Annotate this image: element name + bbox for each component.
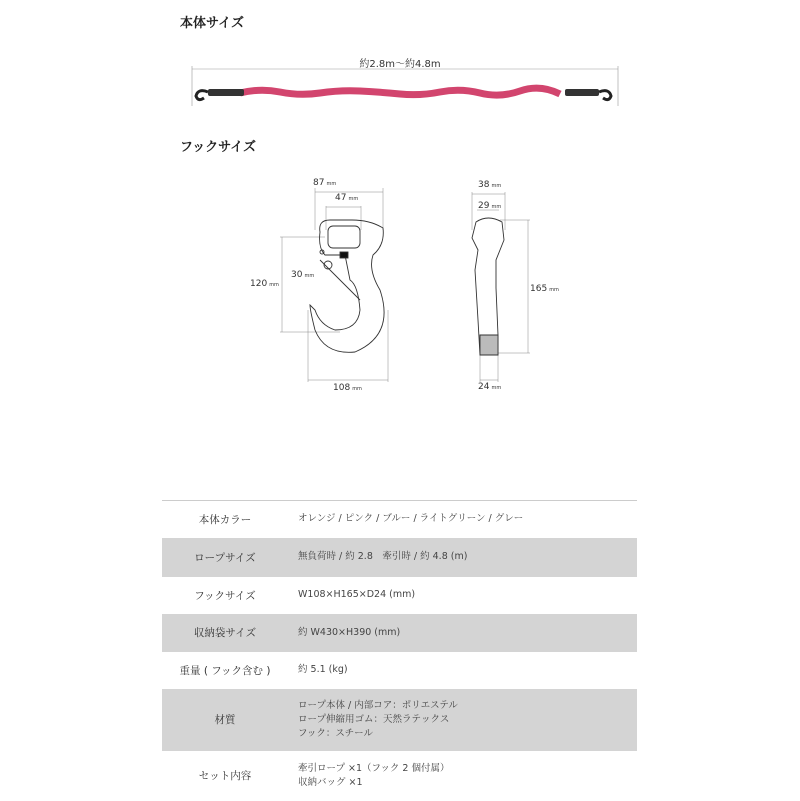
spec-table [162, 500, 637, 801]
spec-row: 材質 ロープ本体 / 内部コア：ポリエステル ロープ伸縮用ゴム：天然ラテックス フック：スチール [162, 689, 637, 751]
dim-depth-inner: 29 [478, 201, 490, 211]
hook-diagram [240, 170, 570, 400]
spec-row: 本体カラー オレンジ / ピンク / ブルー / ライトグリーン / グレー [198, 513, 524, 526]
rope-length-label: 約2.8m〜約4.8m [359, 59, 441, 70]
dim-inner-width: 47 [335, 193, 347, 203]
spec-row: 重量 ( フック含む ) 約 5.1 (kg) [179, 664, 348, 677]
spec-row: フックサイズ W108×H165×D24 (mm) [194, 589, 416, 602]
right-hook-icon [599, 91, 611, 100]
section-title-hook-size: フックサイズ [180, 140, 257, 155]
dim-depth-bottom: 24 [478, 382, 490, 392]
spec-row: ロープサイズ 無負荷時 / 約 2.8 牽引時 / 約 4.8 (m) [162, 538, 637, 577]
dim-top-width: 87 [313, 178, 325, 188]
dim-depth-top: 38 [478, 180, 490, 190]
dim-height: 120 [250, 279, 268, 289]
left-hook-icon [196, 91, 208, 100]
dim-bottom-width: 108 [333, 383, 351, 393]
rope-image [190, 66, 620, 108]
dim-opening: 30 [291, 270, 303, 280]
spec-row: セット内容 牽引ロープ ×1（フック 2 個付属） 収納バッグ ×1 [198, 762, 450, 788]
spec-row: 収納袋サイズ 約 W430×H390 (mm) [162, 614, 637, 652]
section-title-body-size: 本体サイズ [180, 16, 244, 31]
dim-total-height: 165 [530, 284, 548, 294]
